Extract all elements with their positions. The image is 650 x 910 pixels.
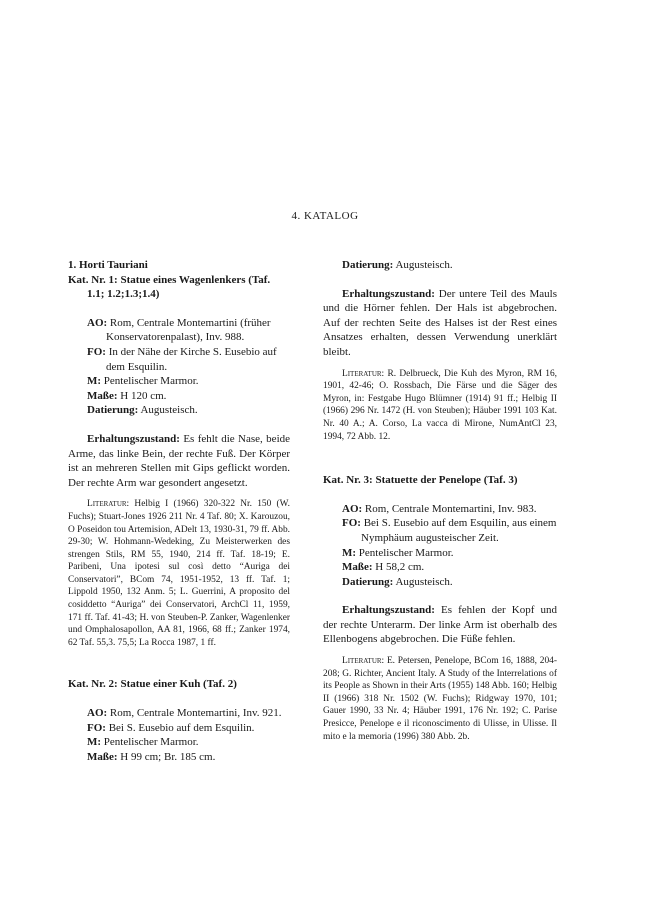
kat-1-erhaltung: Erhaltungszustand: Es fehlt die Nase, beide Arme, das linke Bein, der rechte Fuß. Der Körper ist an mehreren Stellen mit Gips geflickt worden. Der rechte Arm war gesondert angesetzt. — [68, 432, 291, 489]
kat-2-title: Kat. Nr. 2: Statue einer Kuh (Taf. 2) — [68, 678, 237, 691]
kat-1-material: M: Pentelischer Marmor. — [87, 375, 199, 388]
kat-3-masse: Maße: H 58,2 cm. — [342, 561, 425, 574]
section-heading: 1. Horti Tauriani — [68, 259, 148, 271]
kat-3-fields — [323, 502, 557, 590]
kat-2-material: M: Pentelischer Marmor. — [87, 736, 199, 749]
kat-3-title: Kat. Nr. 3: Statuette der Penelope (Taf. 3) — [323, 474, 518, 487]
kat-2-fo: FO: Bei S. Eusebio auf dem Esquilin. — [87, 721, 255, 734]
kat-3-literatur: Literatur: E. Petersen, Penelope, BCom 16, 1888, 204-208; G. Richter, Ancient Italy. A Study of the Interrelations of its People as Shown in their Arts (1955) 148 Abb. 160; Helbig II (1966) 318 Nr. 1502 (W. Fuchs); Ridgway 1970, 101; Gauer 1990, 33 Nr. 4; Häuber 1991, 176 Nr. 192; C. Parise Presicce, Penelope e il riconoscimento di Ulisse, in Ulisse. Il mito e la memoria (1996) 380 Abb. 2b. — [323, 656, 557, 742]
kat-1-fo: FO: In der Nähe der Kirche S. Eusebio auf dem Esquilin. — [87, 345, 277, 373]
kat-1-title: Kat. Nr. 1: Statue eines Wagenlenkers (Taf. 1.1; 1.2;1.3;1.4) — [68, 273, 271, 301]
kat-1-masse: Maße: H 120 cm. — [87, 389, 167, 402]
kat-1-literatur: Literatur: Helbig I (1966) 320-322 Nr. 150 (W. Fuchs); Stuart-Jones 1926 211 Nr. 4 Taf. 80; X. Karouzou, O Poseidon tou Artemision, ADelt 13, 1930-31, 79 ff. Abb. 29-30; W. Hohmann-Wedeking, Zu Meisterwerken des strengen Stils, RM 55, 1940, 214 ff. Taf. 18-19; E. Paribeni, Una ipotesi sul così detto “Auriga dei Conservatori”, BCom 74, 1951-1952, 13 ff. Taf. 1; Lippold 1950, 132 Anm. 5; L. Guerrini, A proposito del cosiddetto “Auriga” dei Conservatori, ArchCl 11, 1959, 171 ff. Taf. 41-43; H. von Steuben-P. Zanker, Wagenlenker und Omphalosapollon, AA 81, 1966, 68 ff.; Zanker 1974, 62 Taf. 55,3. 75,5; La Rocca 1987, 1 ff. — [68, 499, 290, 648]
kat-3-fo: FO: Bei S. Eusebio auf dem Esquilin, aus einem Nymphäum augusteischer Zeit. — [342, 517, 557, 544]
kat-3-erhaltung: Erhaltungszustand: Es fehlen der Kopf und der rechte Unterarm. Der linke Arm ist oberhalb des Ellenbogens abgebrochen. Die Füße fehlen. — [323, 604, 558, 646]
kat-1-fields — [68, 316, 290, 418]
kat-2-datierung: Datierung: Augusteisch. — [342, 259, 453, 271]
kat-3-material: M: Pentelischer Marmor. — [342, 546, 454, 559]
kat-2-fields — [68, 706, 290, 764]
kat-3-datierung: Datierung: Augusteisch. — [342, 575, 453, 588]
kat-2-fields-continued — [323, 258, 557, 273]
left-column — [68, 258, 290, 764]
kat-2-masse: Maße: H 99 cm; Br. 185 cm. — [87, 750, 216, 763]
kat-2-erhaltung: Erhaltungszustand: Der untere Teil des Mauls und die Hörner fehlen. Der Hals ist abgebrochen. Auf der rechten Seite des Halses ist der Rest eines Ansatzes erhalten, dessen Verwendung unerklärt bleibt. — [323, 287, 557, 358]
kat-3-ao: AO: Rom, Centrale Montemartini, Inv. 983. — [342, 502, 537, 515]
kat-2-ao: AO: Rom, Centrale Montemartini, Inv. 921. — [87, 707, 282, 720]
right-column — [323, 258, 557, 743]
page-heading: 4. KATALOG — [291, 210, 359, 222]
kat-2-literatur: Literatur: R. Delbrueck, Die Kuh des Myron, RM 16, 1901, 42-46; O. Rossbach, Die Färse und die Säger des Myron, in: Festgabe Hugo Blümner (1914) 91 ff.; Helbig II (1966) 296 Nr. 1472 (H. von Steuben); Häuber 1991 103 Kat. Nr. 40 A.; A. Corso, La vacca di Mirone, NumAntCl 23, 1994, 72 Abb. 12. — [323, 368, 557, 442]
kat-1-ao: AO: Rom, Centrale Montemartini (früher Konservatorenpalast), Inv. 988. — [87, 316, 271, 344]
kat-1-datierung: Datierung: Augusteisch. — [87, 404, 198, 417]
